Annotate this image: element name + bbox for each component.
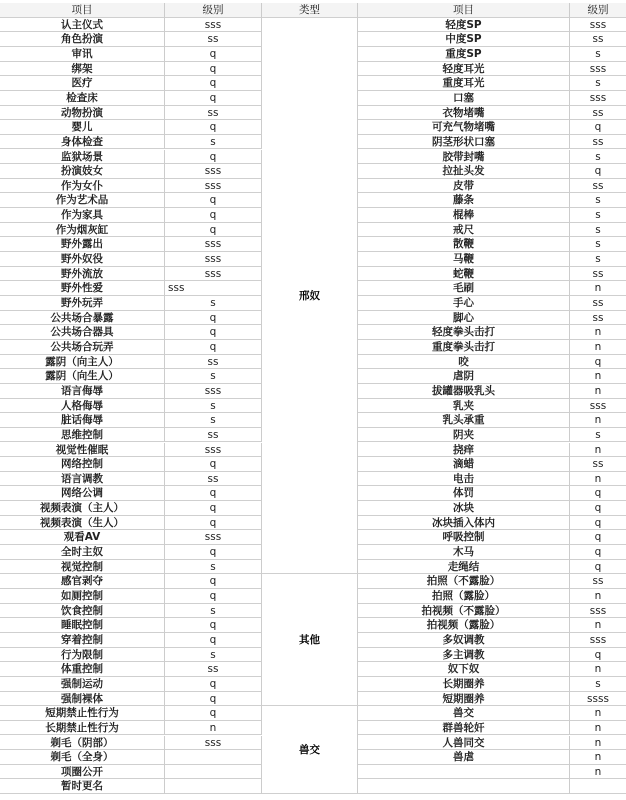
left-level-cell[interactable]: q: [165, 633, 262, 648]
left-level-cell[interactable]: sss: [165, 237, 262, 252]
right-level-cell[interactable]: sss: [570, 18, 626, 33]
right-item-cell[interactable]: 冰块: [358, 501, 570, 516]
left-item-cell[interactable]: 穿着控制: [0, 633, 165, 648]
right-item-cell[interactable]: 乳头承重: [358, 413, 570, 428]
left-item-cell[interactable]: 检查床: [0, 91, 165, 106]
left-level-cell[interactable]: sss: [165, 281, 262, 296]
left-item-cell[interactable]: 语言调教: [0, 472, 165, 487]
right-level-cell[interactable]: sss: [570, 62, 626, 77]
left-level-cell[interactable]: q: [165, 692, 262, 707]
right-level-cell[interactable]: s: [570, 208, 626, 223]
left-item-cell[interactable]: 作为女仆: [0, 179, 165, 194]
left-level-cell[interactable]: q: [165, 150, 262, 165]
right-level-cell[interactable]: s: [570, 223, 626, 238]
right-item-cell[interactable]: 藤条: [358, 193, 570, 208]
left-item-cell[interactable]: 视觉控制: [0, 560, 165, 575]
right-level-cell[interactable]: n: [570, 384, 626, 399]
right-item-cell[interactable]: 拍照（露脸）: [358, 589, 570, 604]
header-level-2[interactable]: 级别: [570, 3, 626, 18]
right-level-cell[interactable]: n: [570, 662, 626, 677]
right-level-cell[interactable]: sss: [570, 399, 626, 414]
right-level-cell[interactable]: s: [570, 677, 626, 692]
right-item-cell[interactable]: 重度耳光: [358, 76, 570, 91]
left-level-cell[interactable]: s: [165, 135, 262, 150]
left-level-cell[interactable]: q: [165, 62, 262, 77]
left-level-cell[interactable]: ss: [165, 662, 262, 677]
right-level-cell[interactable]: n: [570, 472, 626, 487]
right-level-cell[interactable]: ssss: [570, 692, 626, 707]
left-level-cell[interactable]: [165, 750, 262, 765]
left-item-cell[interactable]: 野外玩弄: [0, 296, 165, 311]
left-level-cell[interactable]: sss: [165, 443, 262, 458]
left-level-cell[interactable]: q: [165, 501, 262, 516]
left-level-cell[interactable]: q: [165, 120, 262, 135]
header-item[interactable]: 项目: [0, 3, 165, 18]
left-level-cell[interactable]: q: [165, 325, 262, 340]
left-item-cell[interactable]: 项圈公开: [0, 765, 165, 780]
right-item-cell[interactable]: 马鞭: [358, 252, 570, 267]
right-item-cell[interactable]: 戒尺: [358, 223, 570, 238]
type-merged-cell[interactable]: 其他: [262, 574, 358, 706]
left-level-cell[interactable]: s: [165, 604, 262, 619]
left-item-cell[interactable]: 短期禁止性行为: [0, 706, 165, 721]
right-level-cell[interactable]: n: [570, 281, 626, 296]
left-item-cell[interactable]: 动物扮演: [0, 106, 165, 121]
right-level-cell[interactable]: n: [570, 369, 626, 384]
right-item-cell[interactable]: 胶带封嘴: [358, 150, 570, 165]
right-item-cell[interactable]: 拔罐器吸乳头: [358, 384, 570, 399]
right-level-cell[interactable]: s: [570, 428, 626, 443]
left-item-cell[interactable]: 强制运动: [0, 677, 165, 692]
left-level-cell[interactable]: ss: [165, 32, 262, 47]
right-level-cell[interactable]: ss: [570, 179, 626, 194]
right-item-cell[interactable]: 木马: [358, 545, 570, 560]
left-item-cell[interactable]: 作为艺术品: [0, 193, 165, 208]
left-item-cell[interactable]: 野外奴役: [0, 252, 165, 267]
left-level-cell[interactable]: sss: [165, 164, 262, 179]
left-item-cell[interactable]: 角色扮演: [0, 32, 165, 47]
right-item-cell[interactable]: 人兽同交: [358, 736, 570, 751]
right-item-cell[interactable]: 轻度拳头击打: [358, 325, 570, 340]
left-item-cell[interactable]: 睡眠控制: [0, 618, 165, 633]
left-item-cell[interactable]: 视频表演（主人）: [0, 501, 165, 516]
right-level-cell[interactable]: ss: [570, 32, 626, 47]
left-level-cell[interactable]: ss: [165, 355, 262, 370]
right-level-cell[interactable]: n: [570, 443, 626, 458]
right-level-cell[interactable]: [570, 779, 626, 794]
right-level-cell[interactable]: n: [570, 618, 626, 633]
left-item-cell[interactable]: 绑架: [0, 62, 165, 77]
left-level-cell[interactable]: q: [165, 486, 262, 501]
right-level-cell[interactable]: sss: [570, 91, 626, 106]
left-level-cell[interactable]: sss: [165, 18, 262, 33]
right-level-cell[interactable]: ss: [570, 296, 626, 311]
right-item-cell[interactable]: 轻度SP: [358, 18, 570, 33]
left-level-cell[interactable]: q: [165, 706, 262, 721]
left-level-cell[interactable]: q: [165, 223, 262, 238]
left-level-cell[interactable]: q: [165, 311, 262, 326]
left-item-cell[interactable]: 观看AV: [0, 530, 165, 545]
left-item-cell[interactable]: 剃毛（全身）: [0, 750, 165, 765]
right-level-cell[interactable]: n: [570, 589, 626, 604]
right-item-cell[interactable]: 阴茎形状口塞: [358, 135, 570, 150]
right-level-cell[interactable]: s: [570, 193, 626, 208]
left-level-cell[interactable]: ss: [165, 106, 262, 121]
right-item-cell[interactable]: 挠痒: [358, 443, 570, 458]
right-item-cell[interactable]: 衣物堵嘴: [358, 106, 570, 121]
right-level-cell[interactable]: ss: [570, 311, 626, 326]
left-level-cell[interactable]: sss: [165, 252, 262, 267]
right-item-cell[interactable]: [358, 779, 570, 794]
right-level-cell[interactable]: s: [570, 237, 626, 252]
left-item-cell[interactable]: 作为烟灰缸: [0, 223, 165, 238]
right-level-cell[interactable]: q: [570, 648, 626, 663]
left-level-cell[interactable]: n: [165, 721, 262, 736]
right-level-cell[interactable]: q: [570, 516, 626, 531]
right-level-cell[interactable]: s: [570, 47, 626, 62]
header-level[interactable]: 级别: [165, 3, 262, 18]
right-level-cell[interactable]: sss: [570, 633, 626, 648]
right-level-cell[interactable]: ss: [570, 106, 626, 121]
left-item-cell[interactable]: 露阴（向主人）: [0, 355, 165, 370]
right-item-cell[interactable]: 短期圈养: [358, 692, 570, 707]
right-item-cell[interactable]: 拍视频（露脸）: [358, 618, 570, 633]
right-item-cell[interactable]: 棍棒: [358, 208, 570, 223]
left-level-cell[interactable]: ss: [165, 428, 262, 443]
left-item-cell[interactable]: 体重控制: [0, 662, 165, 677]
left-level-cell[interactable]: sss: [165, 530, 262, 545]
right-level-cell[interactable]: q: [570, 355, 626, 370]
right-level-cell[interactable]: n: [570, 706, 626, 721]
right-level-cell[interactable]: q: [570, 545, 626, 560]
header-type[interactable]: 类型: [262, 3, 358, 18]
right-item-cell[interactable]: 体罚: [358, 486, 570, 501]
right-item-cell[interactable]: 手心: [358, 296, 570, 311]
left-level-cell[interactable]: s: [165, 369, 262, 384]
type-merged-cell[interactable]: 兽交: [262, 706, 358, 794]
right-level-cell[interactable]: q: [570, 120, 626, 135]
right-level-cell[interactable]: ss: [570, 574, 626, 589]
right-item-cell[interactable]: 毛刷: [358, 281, 570, 296]
left-item-cell[interactable]: 如厕控制: [0, 589, 165, 604]
left-level-cell[interactable]: s: [165, 648, 262, 663]
left-level-cell[interactable]: q: [165, 208, 262, 223]
right-item-cell[interactable]: 呼吸控制: [358, 530, 570, 545]
right-item-cell[interactable]: 兽交: [358, 706, 570, 721]
left-item-cell[interactable]: 长期禁止性行为: [0, 721, 165, 736]
left-item-cell[interactable]: 网络控制: [0, 457, 165, 472]
right-item-cell[interactable]: 虐阴: [358, 369, 570, 384]
left-item-cell[interactable]: 公共场合器具: [0, 325, 165, 340]
left-item-cell[interactable]: 行为限制: [0, 648, 165, 663]
type-merged-cell[interactable]: 邢奴: [262, 18, 358, 575]
right-item-cell[interactable]: 重度拳头击打: [358, 340, 570, 355]
right-level-cell[interactable]: ss: [570, 457, 626, 472]
left-level-cell[interactable]: q: [165, 618, 262, 633]
right-level-cell[interactable]: sss: [570, 604, 626, 619]
left-level-cell[interactable]: q: [165, 47, 262, 62]
left-level-cell[interactable]: q: [165, 76, 262, 91]
left-item-cell[interactable]: 公共场合暴露: [0, 311, 165, 326]
right-level-cell[interactable]: ss: [570, 135, 626, 150]
right-item-cell[interactable]: 散鞭: [358, 237, 570, 252]
right-level-cell[interactable]: n: [570, 413, 626, 428]
left-item-cell[interactable]: 露阴（向生人）: [0, 369, 165, 384]
left-level-cell[interactable]: q: [165, 545, 262, 560]
left-item-cell[interactable]: 强制裸体: [0, 692, 165, 707]
left-item-cell[interactable]: 思维控制: [0, 428, 165, 443]
right-item-cell[interactable]: 可充气物堵嘴: [358, 120, 570, 135]
left-level-cell[interactable]: q: [165, 516, 262, 531]
left-level-cell[interactable]: [165, 779, 262, 794]
right-item-cell[interactable]: 多主调教: [358, 648, 570, 663]
left-item-cell[interactable]: 公共场合玩弄: [0, 340, 165, 355]
left-item-cell[interactable]: 野外露出: [0, 237, 165, 252]
left-item-cell[interactable]: 视觉性催眠: [0, 443, 165, 458]
left-item-cell[interactable]: 身体检查: [0, 135, 165, 150]
left-level-cell[interactable]: q: [165, 574, 262, 589]
left-level-cell[interactable]: q: [165, 457, 262, 472]
left-item-cell[interactable]: 剃毛（阴部）: [0, 736, 165, 751]
left-level-cell[interactable]: sss: [165, 736, 262, 751]
right-level-cell[interactable]: q: [570, 486, 626, 501]
left-item-cell[interactable]: 人格侮辱: [0, 399, 165, 414]
right-item-cell[interactable]: 电击: [358, 472, 570, 487]
right-level-cell[interactable]: ss: [570, 267, 626, 282]
right-item-cell[interactable]: 群兽轮奸: [358, 721, 570, 736]
right-item-cell[interactable]: 冰块插入体内: [358, 516, 570, 531]
left-item-cell[interactable]: 作为家具: [0, 208, 165, 223]
right-level-cell[interactable]: n: [570, 340, 626, 355]
left-level-cell[interactable]: q: [165, 91, 262, 106]
left-item-cell[interactable]: 监狱场景: [0, 150, 165, 165]
left-item-cell[interactable]: 暂时更名: [0, 779, 165, 794]
right-level-cell[interactable]: s: [570, 150, 626, 165]
right-item-cell[interactable]: 咬: [358, 355, 570, 370]
left-item-cell[interactable]: 野外流放: [0, 267, 165, 282]
right-item-cell[interactable]: 中度SP: [358, 32, 570, 47]
left-item-cell[interactable]: 视频表演（生人）: [0, 516, 165, 531]
right-level-cell[interactable]: q: [570, 560, 626, 575]
left-level-cell[interactable]: q: [165, 340, 262, 355]
left-item-cell[interactable]: 语言侮辱: [0, 384, 165, 399]
right-level-cell[interactable]: n: [570, 750, 626, 765]
left-item-cell[interactable]: 脏话侮辱: [0, 413, 165, 428]
right-level-cell[interactable]: q: [570, 530, 626, 545]
right-item-cell[interactable]: 阴夹: [358, 428, 570, 443]
right-level-cell[interactable]: q: [570, 501, 626, 516]
header-item-2[interactable]: 项目: [358, 3, 570, 18]
left-level-cell[interactable]: s: [165, 560, 262, 575]
left-item-cell[interactable]: 认主仪式: [0, 18, 165, 33]
right-item-cell[interactable]: 滴蜡: [358, 457, 570, 472]
left-level-cell[interactable]: q: [165, 589, 262, 604]
left-level-cell[interactable]: sss: [165, 384, 262, 399]
right-level-cell[interactable]: n: [570, 721, 626, 736]
right-item-cell[interactable]: 走绳结: [358, 560, 570, 575]
right-level-cell[interactable]: n: [570, 325, 626, 340]
right-level-cell[interactable]: s: [570, 76, 626, 91]
left-item-cell[interactable]: 野外性爱: [0, 281, 165, 296]
right-level-cell[interactable]: n: [570, 736, 626, 751]
left-item-cell[interactable]: 审讯: [0, 47, 165, 62]
left-level-cell[interactable]: [165, 765, 262, 780]
right-level-cell[interactable]: q: [570, 164, 626, 179]
left-item-cell[interactable]: 感官剥夺: [0, 574, 165, 589]
right-item-cell[interactable]: 兽虐: [358, 750, 570, 765]
left-item-cell[interactable]: 全时主奴: [0, 545, 165, 560]
left-level-cell[interactable]: q: [165, 193, 262, 208]
left-level-cell[interactable]: s: [165, 413, 262, 428]
right-level-cell[interactable]: s: [570, 252, 626, 267]
left-item-cell[interactable]: 扮演妓女: [0, 164, 165, 179]
left-level-cell[interactable]: ss: [165, 472, 262, 487]
right-item-cell[interactable]: 多奴调教: [358, 633, 570, 648]
right-item-cell[interactable]: 乳夹: [358, 399, 570, 414]
right-item-cell[interactable]: 奴下奴: [358, 662, 570, 677]
right-item-cell[interactable]: 拍视频（不露脸）: [358, 604, 570, 619]
right-item-cell[interactable]: 重度SP: [358, 47, 570, 62]
left-level-cell[interactable]: s: [165, 399, 262, 414]
left-item-cell[interactable]: 饮食控制: [0, 604, 165, 619]
right-item-cell[interactable]: 脚心: [358, 311, 570, 326]
left-level-cell[interactable]: sss: [165, 267, 262, 282]
right-item-cell[interactable]: 轻度耳光: [358, 62, 570, 77]
left-level-cell[interactable]: sss: [165, 179, 262, 194]
right-item-cell[interactable]: 皮带: [358, 179, 570, 194]
right-item-cell[interactable]: 口塞: [358, 91, 570, 106]
right-item-cell[interactable]: 长期圈养: [358, 677, 570, 692]
left-item-cell[interactable]: 婴儿: [0, 120, 165, 135]
left-level-cell[interactable]: q: [165, 677, 262, 692]
right-item-cell[interactable]: 蛇鞭: [358, 267, 570, 282]
right-item-cell[interactable]: 拍照（不露脸）: [358, 574, 570, 589]
right-item-cell[interactable]: 拉扯头发: [358, 164, 570, 179]
left-item-cell[interactable]: 网络公调: [0, 486, 165, 501]
left-item-cell[interactable]: 医疗: [0, 76, 165, 91]
left-level-cell[interactable]: s: [165, 296, 262, 311]
right-item-cell[interactable]: [358, 765, 570, 780]
right-level-cell[interactable]: n: [570, 765, 626, 780]
